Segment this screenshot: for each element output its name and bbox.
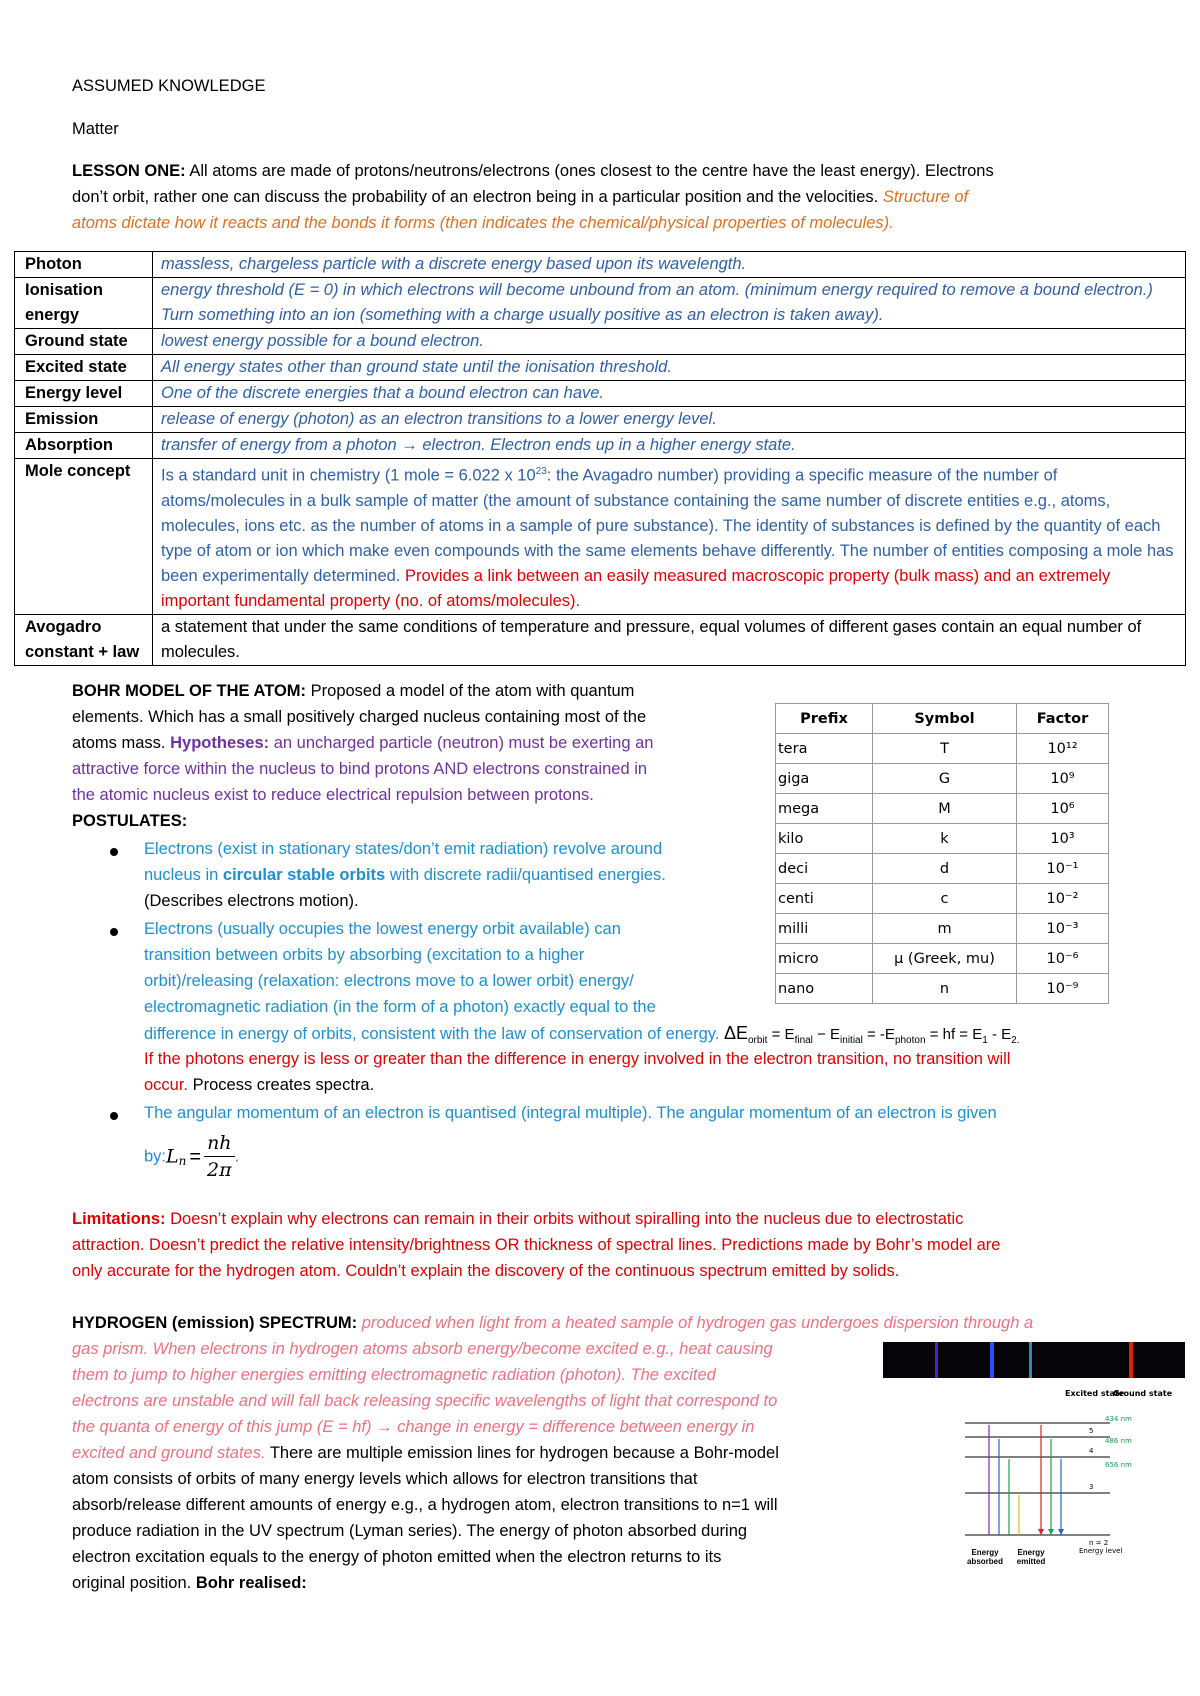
energy-486: 486 nm (1105, 1437, 1132, 1445)
symbol-cell: m (873, 914, 1017, 944)
symbol-cell: μ (Greek, mu) (873, 944, 1017, 974)
hydrogen-line3: them to jump to higher energies emitting electromagnetic radiation (photon). The excited (72, 1366, 716, 1384)
glossary-definition: transfer of energy from a photon → electron. Electron ends up in a higher energy state. (153, 433, 1186, 459)
bohr-line1 (72, 678, 634, 704)
glossary-definition: massless, chargeless particle with a discrete energy based upon its wavelength. (153, 252, 1186, 278)
mole-def-a: Is a standard unit in chemistry (1 mole = 6.022 x 10 (161, 466, 536, 485)
factor-cell: 10⁻⁹ (1017, 974, 1109, 1004)
limitations-line2: attraction. Doesn’t predict the relative intensity/brightness OR thickness of spectral lines. Predictions made by Bohr’s model are (72, 1236, 1001, 1254)
formula-end: . (234, 1147, 240, 1166)
bohr-text1: Proposed a model of the atom with quantum (310, 682, 635, 700)
excited-state-label: Excited state (1065, 1389, 1125, 1398)
energy-emitted-label: Energy emitted (1016, 1548, 1046, 1566)
factor-cell: 10⁻² (1017, 884, 1109, 914)
hypotheses-label: Hypotheses: (170, 734, 270, 752)
formula-L: L (166, 1145, 179, 1168)
prefix-cell: deci (776, 854, 873, 884)
hydrogen-text6-pink: excited and ground states. (72, 1444, 266, 1462)
glossary-row-absorption (15, 433, 1186, 459)
level-4: 4 (1089, 1447, 1094, 1455)
symbol-cell: n (873, 974, 1017, 1004)
prefix-cell: milli (776, 914, 873, 944)
prefix-row (776, 884, 1109, 914)
spectral-line-blue (990, 1342, 994, 1378)
energy-level-label: Energy level (1079, 1547, 1123, 1555)
symbol-cell: c (873, 884, 1017, 914)
hydrogen-text6: There are multiple emission lines for hydrogen because a Bohr-model (269, 1444, 779, 1462)
bohr-label: BOHR MODEL OF THE ATOM: (72, 682, 307, 700)
bohr-line3 (72, 730, 653, 756)
glossary-definition: One of the discrete energies that a bound electron can have. (153, 381, 1186, 407)
prefix-row (776, 764, 1109, 794)
bohr-realised: Bohr realised: (195, 1574, 307, 1592)
lesson-one-label: LESSON ONE: (72, 162, 186, 180)
prefix-table (775, 703, 1109, 1004)
section-title: Matter (72, 120, 119, 138)
postulate2-a: Electrons (usually occupies the lowest energy orbit available) can (144, 920, 621, 938)
energy-656: 656 nm (1105, 1461, 1132, 1469)
prefix-header: Prefix (776, 704, 873, 734)
page-heading: ASSUMED KNOWLEDGE (72, 77, 266, 95)
lesson-one-line3: atoms dictate how it reacts and the bonds it forms (then indicates the chemical/physical properties of molecules). (72, 214, 894, 232)
postulate2-g-text: Process creates spectra. (192, 1076, 375, 1094)
prefix-row (776, 734, 1109, 764)
prefix-cell: centi (776, 884, 873, 914)
factor-cell: 10⁻¹ (1017, 854, 1109, 884)
postulate2-b: transition between orbits by absorbing (excitation to a higher (144, 946, 585, 964)
hydrogen-line7: atom consists of orbits of many energy levels which allows for electron transitions that (72, 1470, 698, 1488)
glossary-definition: a statement that under the same conditions of temperature and pressure, equal volumes of different gases contain an equal number of molecules. (153, 614, 1186, 665)
bullet-2 (110, 928, 118, 936)
level-5: 5 (1089, 1427, 1094, 1435)
glossary-row-ionisation-energy (15, 278, 1186, 329)
postulate1-a: Electrons (exist in stationary states/don’t emit radiation) revolve around (144, 840, 663, 858)
glossary-term: Energy level (15, 381, 153, 407)
hydrogen-text11: original position. (72, 1574, 192, 1592)
glossary-term: Photon (15, 252, 153, 278)
formula-fraction: $\frac{nh}{2\pi}$ (204, 1130, 234, 1183)
limitations-label: Limitations: (72, 1210, 166, 1228)
limitations-line1 (72, 1206, 963, 1232)
limitations-text1: Doesn’t explain why electrons can remain in their orbits without spiralling into the nucleus due to electrostatic (170, 1210, 964, 1228)
n2-label: n = 2 (1089, 1539, 1109, 1547)
mole-def-b: : the Avagadro number) providing a specific measure of the number of atoms/molecules in a bulk sample of matter (the amount of substance containing the same number of discrete entities e.g., atoms, molecules, ions etc. as the number of atoms in a sample of pure substance). The identity of substances is defined by the quantity of each type of atom or ion which make even compounds with the same elements behave differently. The number of entities composing a mole has been experimentally determined. (161, 466, 1174, 585)
hydrogen-line1 (72, 1310, 1033, 1336)
postulate2-g-red: occur. (144, 1076, 189, 1094)
prefix-cell: giga (776, 764, 873, 794)
hydrogen-line6 (72, 1440, 779, 1466)
symbol-cell: M (873, 794, 1017, 824)
hydrogen-line8: absorb/release different amounts of energy e.g., a hydrogen atom, electron transitions to n=1 will (72, 1496, 778, 1514)
prefix-row (776, 914, 1109, 944)
glossary-term: Ionisation energy (15, 278, 153, 329)
hydrogen-label: HYDROGEN (emission) SPECTRUM: (72, 1314, 358, 1332)
postulate3-formula (144, 1130, 239, 1183)
bullet-1 (110, 848, 118, 856)
prefix-cell: micro (776, 944, 873, 974)
spectral-line-violet (935, 1342, 938, 1378)
bohr-line5: the atomic nucleus exist to reduce electrical repulsion between protons. (72, 786, 594, 804)
hydrogen-spectrum-image (883, 1342, 1185, 1378)
postulate2-f: If the photons energy is less or greater than the difference in energy involved in the electron transition, no transition will (144, 1050, 1011, 1068)
factor-cell: 10³ (1017, 824, 1109, 854)
lesson-one-text: All atoms are made of protons/neutrons/electrons (ones closest to the centre have the least energy). Electrons (189, 162, 994, 180)
postulate3-a: The angular momentum of an electron is quantised (integral multiple). The angular momentum of an electron is given (144, 1104, 997, 1122)
postulate1-c: (Describes electrons motion). (144, 892, 359, 910)
hypotheses-text: an uncharged particle (neutron) must be exerting an (273, 734, 654, 752)
postulate1-b (144, 862, 666, 888)
glossary-row-energy-level (15, 381, 1186, 407)
glossary-definition: release of energy (photon) as an electron transitions to a lower energy level. (153, 407, 1186, 433)
prefix-row (776, 854, 1109, 884)
postulate1-b-post: with discrete radii/quantised energies. (389, 866, 666, 884)
bohr-line2: elements. Which has a small positively charged nucleus containing most of the (72, 708, 647, 726)
bohr-text3: atoms mass. (72, 734, 166, 752)
postulate1-bold: circular stable orbits (222, 866, 386, 884)
prefix-cell: tera (776, 734, 873, 764)
hydrogen-line11 (72, 1570, 307, 1596)
spectral-line-red (1129, 1342, 1133, 1378)
ground-state-label: Ground state (1113, 1389, 1173, 1398)
formula-n: n (178, 1154, 187, 1169)
factor-cell: 10¹² (1017, 734, 1109, 764)
postulates-label: POSTULATES: (72, 812, 188, 830)
mole-def-sup: 23 (535, 466, 547, 477)
prefix-row (776, 794, 1109, 824)
symbol-cell: k (873, 824, 1017, 854)
energy-level-diagram (955, 1385, 1180, 1555)
glossary-row-ground-state (15, 329, 1186, 355)
hydrogen-line5: the quanta of energy of this jump (E = hf) → change in energy = difference between energy in (72, 1418, 755, 1436)
lesson-one-text2: don’t orbit, rather one can discuss the probability of an electron being in a particular position and the velocities. (72, 188, 879, 206)
factor-cell: 10⁻⁶ (1017, 944, 1109, 974)
bohr-line4: attractive force within the nucleus to bind protons AND electrons constrained in (72, 760, 648, 778)
factor-cell: 10⁹ (1017, 764, 1109, 794)
postulate2-e-text: difference in energy of orbits, consistent with the law of conservation of energy. (144, 1025, 720, 1043)
glossary-definition: energy threshold (E = 0) in which electrons will become unbound from an atom. (minimum energy required to remove a bound electron.) Turn something into an ion (something with a charge usually positive as an electron is taken away). (153, 278, 1186, 329)
glossary-term: Ground state (15, 329, 153, 355)
lesson-one-orange: Structure of (882, 188, 969, 206)
postulate2-d: electromagnetic radiation (in the form of a photon) exactly equal to the (144, 998, 656, 1016)
hydrogen-text1: produced when light from a heated sample of hydrogen gas undergoes dispersion through a (361, 1314, 1034, 1332)
symbol-cell: T (873, 734, 1017, 764)
bullet-3 (110, 1112, 118, 1120)
prefix-row (776, 974, 1109, 1004)
mole-def-red: Provides a link between an easily measured macroscopic property (bulk mass) and an extremely important fundamental property (no. of atoms/molecules). (161, 566, 1111, 610)
factor-header: Factor (1017, 704, 1109, 734)
prefix-row (776, 944, 1109, 974)
prefix-cell: nano (776, 974, 873, 1004)
symbol-cell: d (873, 854, 1017, 884)
hydrogen-line10: electron excitation equals to the energy of photon emitted when the electron returns to its (72, 1548, 722, 1566)
postulate1-b-pre: nucleus in (144, 866, 219, 884)
postulate2-g (144, 1072, 374, 1098)
symbol-header: Symbol (873, 704, 1017, 734)
factor-cell: 10⁶ (1017, 794, 1109, 824)
glossary-term: Avogadro constant + law (15, 614, 153, 665)
prefix-cell: mega (776, 794, 873, 824)
spectral-line-cyan (1029, 1342, 1032, 1378)
postulate3-by: by: (144, 1147, 167, 1166)
symbol-cell: G (873, 764, 1017, 794)
energy-equation: $\Delta E_{orbit} = E_{final} - E_{initial} = -E_{photon}$ = hf = $E_1 - E_{2.}$ (723, 1023, 1020, 1046)
level-3: 3 (1089, 1483, 1094, 1491)
glossary-term: Absorption (15, 433, 153, 459)
energy-434: 434 nm (1105, 1415, 1132, 1423)
glossary-term: Excited state (15, 355, 153, 381)
glossary-term: Emission (15, 407, 153, 433)
prefix-cell: kilo (776, 824, 873, 854)
glossary-row-photon (15, 252, 1186, 278)
formula-eq: = (189, 1145, 202, 1168)
postulate2-c: orbit)/releasing (relaxation: electrons move to a lower orbit) energy/ (144, 972, 634, 990)
glossary-term: Mole concept (15, 459, 153, 615)
hydrogen-line9: produce radiation in the UV spectrum (Lyman series). The energy of photon absorbed during (72, 1522, 748, 1540)
glossary-row-avogadro (15, 614, 1186, 665)
glossary-definition: All energy states other than ground state until the ionisation threshold. (153, 355, 1186, 381)
energy-absorbed-label: Energy absorbed (966, 1548, 1003, 1566)
glossary-definition (153, 459, 1186, 615)
glossary-row-emission (15, 407, 1186, 433)
glossary-row-mole-concept (15, 459, 1186, 615)
factor-cell: 10⁻³ (1017, 914, 1109, 944)
prefix-row (776, 824, 1109, 854)
glossary-definition: lowest energy possible for a bound electron. (153, 329, 1186, 355)
lesson-one-line2 (72, 184, 968, 210)
hydrogen-line4: electrons are unstable and will fall back releasing specific wavelengths of light that correspond to (72, 1392, 778, 1410)
limitations-line3: only accurate for the hydrogen atom. Couldn’t explain the discovery of the continuous spectrum emitted by solids. (72, 1262, 900, 1280)
glossary-row-excited-state (15, 355, 1186, 381)
hydrogen-line2: gas prism. When electrons in hydrogen atoms absorb energy/become excited e.g., heat causing (72, 1340, 773, 1358)
lesson-one-line1 (72, 158, 994, 184)
glossary-table (14, 251, 1186, 666)
